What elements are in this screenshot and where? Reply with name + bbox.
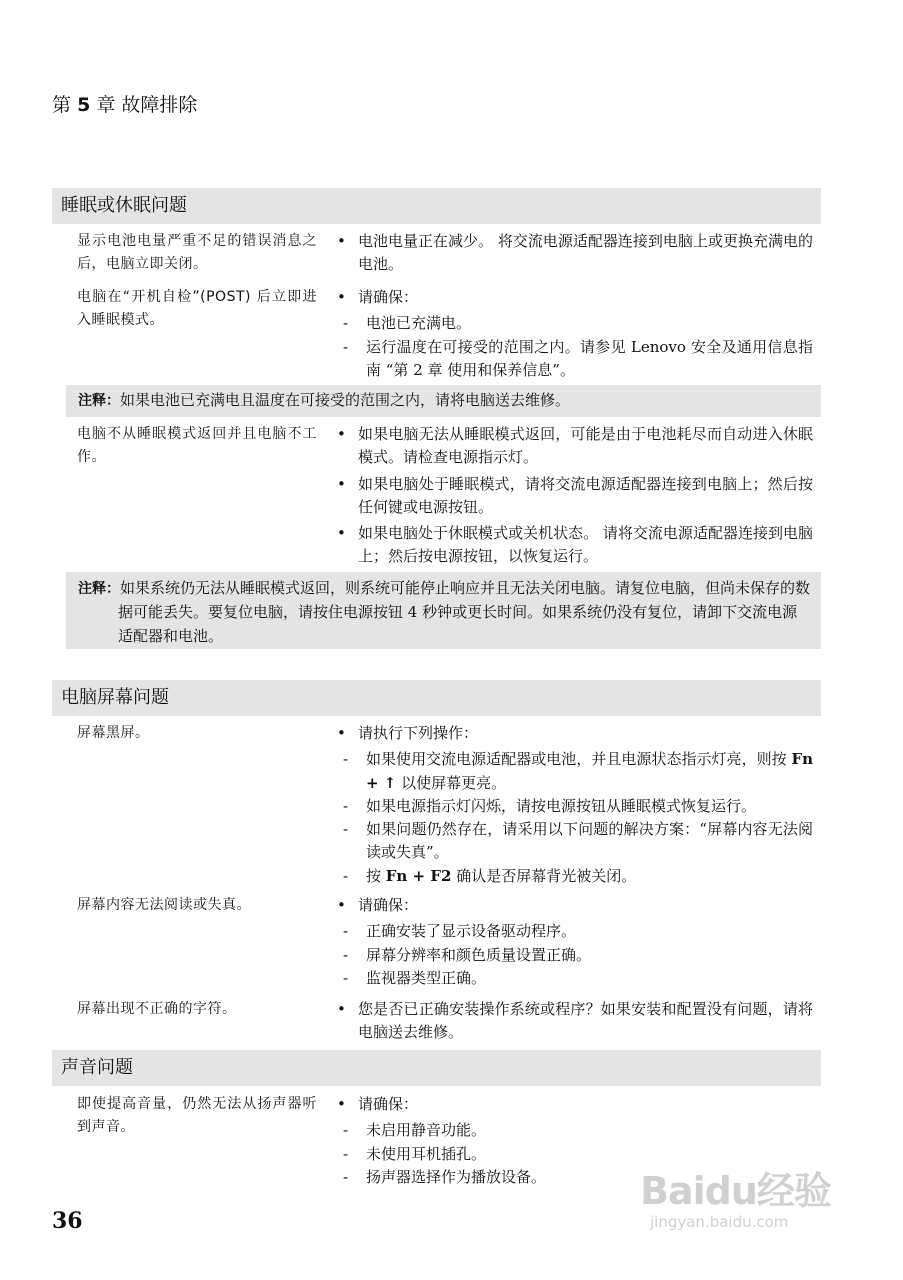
dash-icon: - [343, 337, 349, 356]
note-box [66, 572, 821, 649]
solution [337, 230, 813, 280]
solution [337, 722, 813, 888]
bullet-icon: • [337, 474, 346, 493]
section-header-audio: 声音问题 [52, 1050, 821, 1086]
solution [337, 894, 813, 990]
solution-text: 您是否已正确安装操作系统或程序？如果安装和配置没有问题，请将电脑送去维修。 [358, 1000, 813, 1042]
solution-text: 如果电脑处于睡眠模式，请将交流电源适配器连接到电脑上；然后按任何键或电源按钮。 [358, 474, 813, 516]
sub-item: 如果电源指示灯闪烁，请按电源按钮从睡眠模式恢复运行。 [366, 796, 757, 815]
baidu-watermark [640, 1160, 831, 1231]
solution [337, 998, 813, 1048]
chapter-number: 5 [77, 94, 91, 116]
dash-icon: - [343, 820, 349, 839]
sub-item: 正确安装了显示设备驱动程序。 [366, 922, 577, 941]
sub-item: 未使用耳机插孔。 [366, 1144, 487, 1163]
sub-text: 确认是否屏幕背光被关闭。 [451, 866, 637, 885]
problem-text: 显示电池电量严重不足的错误消息之后，电脑立即关闭。 [77, 233, 317, 272]
solution-text: 请执行下列操作： [358, 724, 479, 742]
note-label: 注释： [78, 393, 120, 409]
page-number: 36 [52, 1208, 83, 1234]
section-header-screen: 电脑屏幕问题 [52, 680, 821, 716]
dash-icon: - [343, 796, 349, 815]
dash-icon: - [343, 1121, 349, 1140]
dash-icon: - [343, 968, 349, 987]
sub-item: 如果问题仍然存在，请采用以下问题的解决方案：“屏幕内容无法阅读或失真”。 [366, 820, 813, 862]
section-header-sleep: 睡眠或休眠问题 [52, 188, 821, 224]
bullet-icon: • [337, 724, 346, 742]
solution-text: 请确保： [358, 288, 419, 306]
watermark-url: jingyan.baidu.com [650, 1213, 789, 1231]
sub-item: 屏幕分辨率和颜色质量设置正确。 [366, 945, 592, 964]
dash-icon: - [343, 866, 349, 885]
note-label: 注释： [78, 581, 120, 597]
sub-item: 未启用静音功能。 [366, 1121, 487, 1140]
bullet-icon: • [337, 288, 346, 306]
dash-icon: - [343, 1144, 349, 1163]
problem-text: 屏幕黑屏。 [77, 725, 150, 741]
note-text: 如果系统仍无法从睡眠模式返回，则系统可能停止响应并且无法关闭电脑。请复位电脑，但尚未保存的数据可能丢失。要复位电脑，请按住电源按钮 4 秒钟或更长时间。如果系统仍没有复位，请卸下交流电源适配器和电池。 [118, 579, 811, 645]
watermark-brand: Baidu经验 [640, 1169, 831, 1213]
sub-item: 电池已充满电。 [366, 314, 472, 333]
sub-text: 按 [366, 866, 386, 885]
sub-item: 扬声器选择作为播放设备。 [366, 1167, 547, 1186]
dash-icon: - [343, 945, 349, 964]
solution-text: 请确保： [358, 1095, 419, 1113]
key-combo: Fn + F2 [385, 866, 452, 885]
bullet-icon: • [337, 232, 346, 250]
problem-text: 电脑在“开机自检”(POST) 后立即进入睡眠模式。 [77, 289, 317, 328]
solution-text: 如果电脑无法从睡眠模式返回，可能是由于电池耗尽而自动进入休眠模式。请检查电源指示灯。 [358, 425, 813, 467]
bullet-icon: • [337, 524, 346, 543]
chapter-name: 章 故障排除 [96, 94, 198, 116]
note-box [66, 385, 821, 417]
problem-text: 即使提高音量，仍然无法从扬声器听到声音。 [77, 1096, 317, 1135]
sub-item: 监视器类型正确。 [366, 968, 487, 987]
dash-icon: - [343, 750, 349, 769]
sub-item [358, 865, 813, 888]
chapter-prefix: 第 [52, 94, 72, 116]
sub-item [358, 748, 813, 795]
problem-text: 电脑不从睡眠模式返回并且电脑不工作。 [77, 426, 317, 465]
key-combo: Fn + ↑ [366, 750, 813, 792]
solution [337, 286, 813, 382]
problem-text: 屏幕内容无法阅读或失真。 [77, 897, 251, 913]
solution-text: 如果电脑处于休眠模式或关机状态。 请将交流电源适配器连接到电脑上；然后按电源按钮，以恢复运行。 [358, 524, 813, 566]
solution-text: 请确保： [358, 896, 419, 914]
sub-item: 运行温度在可接受的范围之内。请参见 Lenovo 安全及通用信息指南 “第 2 章 使用和保养信息”。 [366, 337, 813, 379]
sub-text: 如果使用交流电源适配器或电池，并且电源状态指示灯亮，则按 [366, 750, 792, 769]
chapter-title [52, 90, 197, 117]
dash-icon: - [343, 314, 349, 333]
solution-text: 电池电量正在减少。 将交流电源适配器连接到电脑上或更换充满电的电池。 [358, 232, 813, 274]
dash-icon: - [343, 1167, 349, 1186]
problem-text: 屏幕出现不正确的字符。 [77, 1001, 237, 1017]
solution [337, 423, 813, 572]
note-text: 如果电池已充满电且温度在可接受的范围之内，请将电脑送去维修。 [120, 391, 571, 409]
bullet-icon: • [337, 896, 346, 914]
bullet-icon: • [337, 1000, 346, 1018]
bullet-icon: • [337, 1095, 346, 1113]
dash-icon: - [343, 922, 349, 941]
sub-text: 以使屏幕更亮。 [396, 773, 507, 792]
bullet-icon: • [337, 425, 346, 443]
